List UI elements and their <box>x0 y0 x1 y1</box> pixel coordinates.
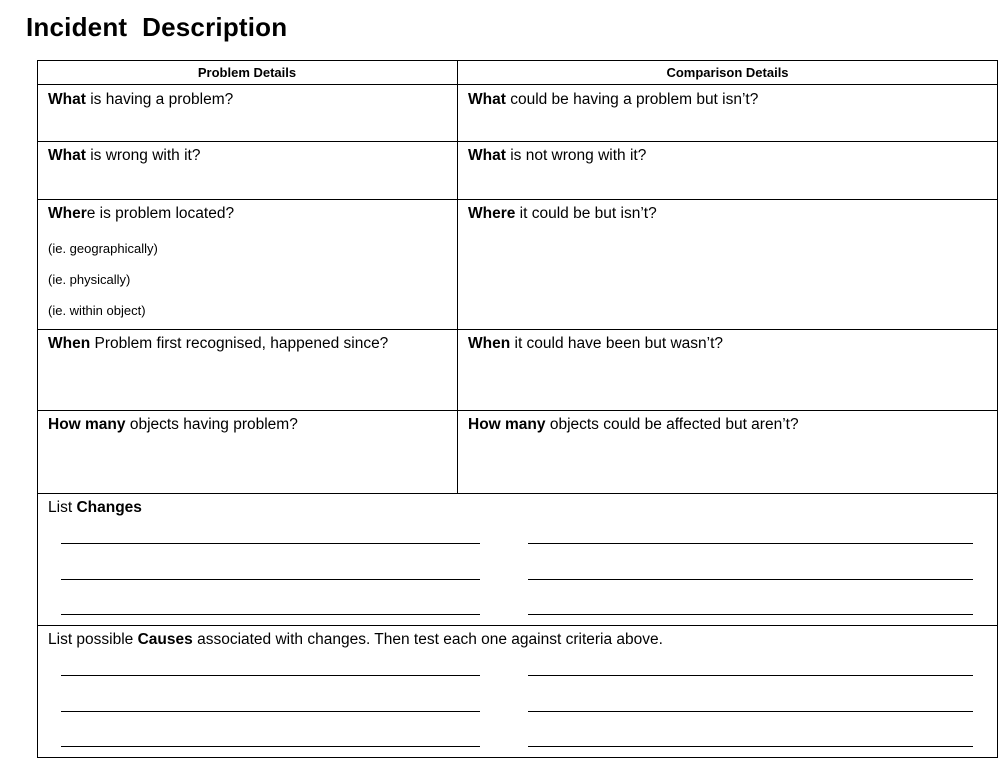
changes-entry-line[interactable] <box>528 543 973 544</box>
comparison-how-many: How many objects could be affected but aren’t? <box>468 416 799 433</box>
causes-entry-line[interactable] <box>61 711 480 712</box>
changes-entry-line[interactable] <box>528 579 973 580</box>
list-causes-label: List possible Causes associated with changes. Then test each one against criteria above. <box>48 631 663 648</box>
question-when: When Problem first recognised, happened since? <box>48 335 389 352</box>
question-what-problem: What is having a problem? <box>48 91 234 108</box>
page-title: Incident Description <box>26 12 288 42</box>
question-what-wrong: What is wrong with it? <box>48 147 201 164</box>
row-divider <box>37 329 998 330</box>
where-note-geographically: (ie. geographically) <box>48 241 158 256</box>
comparison-what-wrong: What is not wrong with it? <box>468 147 647 164</box>
causes-entry-line[interactable] <box>61 675 480 676</box>
list-changes-label: List Changes <box>48 499 142 516</box>
causes-entry-line[interactable] <box>528 746 973 747</box>
question-where: Where is problem located? <box>48 205 235 222</box>
comparison-when: When it could have been but wasn’t? <box>468 335 724 352</box>
causes-entry-line[interactable] <box>528 675 973 676</box>
comparison-details-header: Comparison Details <box>666 65 789 80</box>
where-note-physically: (ie. physically) <box>48 272 131 287</box>
row-divider <box>37 199 998 200</box>
row-divider <box>37 625 998 626</box>
header-divider <box>37 84 998 85</box>
changes-entry-line[interactable] <box>528 614 973 615</box>
comparison-what-problem: What could be having a problem but isn’t? <box>468 91 759 108</box>
changes-entry-line[interactable] <box>61 579 480 580</box>
row-divider <box>37 493 998 494</box>
problem-details-header: Problem Details <box>197 65 297 80</box>
changes-entry-line[interactable] <box>61 543 480 544</box>
changes-entry-line[interactable] <box>61 614 480 615</box>
row-divider <box>37 410 998 411</box>
causes-entry-line[interactable] <box>61 746 480 747</box>
question-how-many: How many objects having problem? <box>48 416 298 433</box>
row-divider <box>37 141 998 142</box>
column-divider <box>457 60 458 494</box>
causes-entry-line[interactable] <box>528 711 973 712</box>
where-note-within-object: (ie. within object) <box>48 303 146 318</box>
comparison-where: Where it could be but isn’t? <box>468 205 657 222</box>
